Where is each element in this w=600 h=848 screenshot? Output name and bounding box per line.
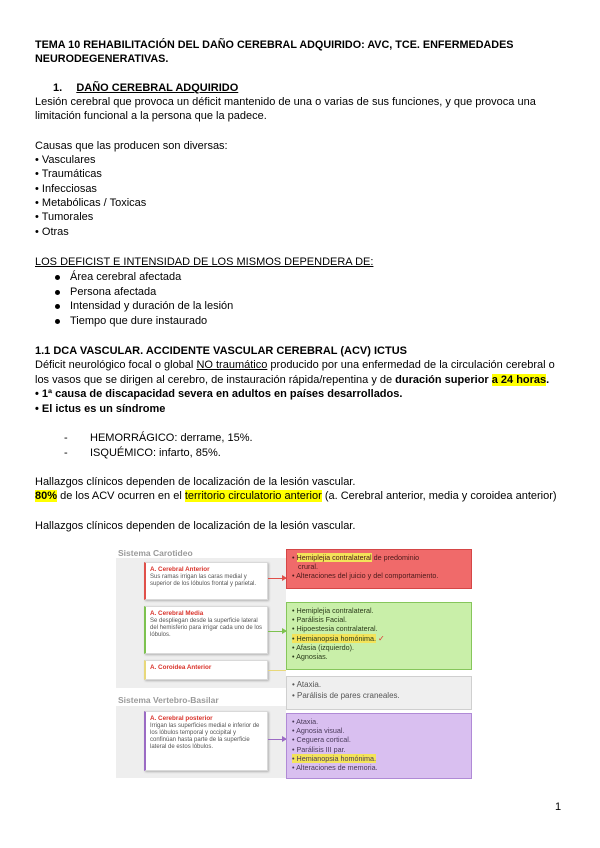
hallazgos-line: Hallazgos clínicos dependen de localización de la lesión vascular. (35, 476, 356, 488)
cause-item: • Tumorales (35, 211, 94, 223)
red-text: de predominio (371, 553, 420, 562)
acv-underlined: NO traumático (196, 359, 268, 371)
red-text: • Alteraciones del juicio y del comportamiento. (292, 571, 439, 581)
cause-item: • Traumáticas (35, 168, 102, 180)
red-findings-box (286, 549, 472, 589)
card-cerebral-media (144, 606, 268, 654)
card-cerebral-anterior (144, 562, 268, 600)
green-item: • Hipoestesia contralateral. (292, 624, 378, 634)
depends-item-text: Persona afectada (70, 286, 157, 298)
acv-line3: • 1ª causa de discapacidad severa en adultos en países desarrollados. (35, 388, 403, 400)
purple-item: • Parálisis III par. (292, 744, 346, 754)
acv80-line (35, 489, 557, 504)
section1-title: DAÑO CEREBRAL ADQUIRIDO (76, 82, 239, 94)
section11-heading: 1.1 DCA VASCULAR. ACCIDENTE VASCULAR CEREBRAL (ACV) ICTUS (35, 345, 407, 357)
card-title: A. Cerebral Anterior (150, 566, 210, 573)
definition-line2: limitación funcional a la persona que la padece. (35, 110, 267, 122)
acv-line4: • El ictus es un síndrome (35, 403, 166, 415)
gray-item: • Parálisis de pares craneales. (292, 690, 400, 700)
acv80-percent: 80% (35, 490, 58, 502)
card-text: Sus ramas irrigan las caras medial y superior de los lóbulos frontal y parietal. (150, 574, 257, 587)
section1-heading (53, 81, 238, 96)
acv-bold: . (546, 374, 550, 386)
arrow-yellow (268, 670, 286, 671)
purple-item: • Ceguera cortical. (292, 735, 351, 745)
dash-mark: - (64, 447, 68, 459)
type-text: ISQUÉMICO: infarto, 85%. (90, 447, 221, 459)
vertebro-title: Sistema Vertebro-Basilar (118, 695, 219, 705)
card-text: Se despliegan desde la superficie lateral del hemisferio para irrigar cada uno de los lóbulos. (150, 618, 263, 638)
doc-title-line2: NEURODEGENERATIVAS. (35, 53, 169, 65)
dash-mark: - (64, 432, 68, 444)
cause-item: • Otras (35, 226, 69, 238)
purple-item-highlight: • Hemianopsia homónima. (292, 753, 377, 763)
green-item-highlight: • Hemianopsia homónima. (292, 633, 377, 643)
bullet-dot-icon (55, 290, 60, 295)
acv-line1 (35, 358, 555, 373)
card-title: A. Cerebral posterior (150, 715, 213, 722)
type-item (64, 431, 253, 446)
red-text: crural. (298, 562, 318, 572)
doc-title-line1: TEMA 10 REHABILITACIÓN DEL DAÑO CEREBRAL ADQUIRIDO: AVC, TCE. ENFERMEDADES (35, 39, 514, 51)
gray-item: • Ataxia. (292, 680, 322, 689)
cause-item: • Vasculares (35, 154, 96, 166)
depends-item-text: Área cerebral afectada (70, 271, 182, 283)
carotid-title: Sistema Carotideo (118, 548, 193, 558)
depends-heading: LOS DEFICIST E INTENSIDAD DE LOS MISMOS DEPENDERA DE: (35, 256, 374, 268)
acv-text: producido por una enfermedad de la circulación cerebral o (267, 359, 555, 371)
type-text: HEMORRÁGICO: derrame, 15%. (90, 432, 253, 444)
purple-item: • Alteraciones de memoria. (292, 763, 378, 773)
purple-item: • Agnosia visual. (292, 726, 345, 736)
red-highlight: Hemiplejia contralateral (296, 553, 372, 562)
depends-item (55, 299, 233, 314)
gray-findings-box (286, 676, 472, 710)
green-item: • Agnosias. (292, 652, 328, 662)
section1-number: 1. (53, 82, 63, 94)
cause-item: • Metabólicas / Toxicas (35, 197, 147, 209)
acv80-territory: territorio circulatorio anterior (184, 490, 322, 502)
card-text: Irrigan las superficies medial e inferior de los lóbulos temporal y occipital y confinúan hasta parte de la superficie lateral de estos lóbulos. (150, 723, 260, 750)
bullet-dot-icon (55, 275, 60, 280)
green-findings-box (286, 602, 472, 670)
bullet: • (292, 553, 297, 562)
acv-highlight: a 24 horas (491, 374, 547, 386)
depends-item-text: Intensidad y duración de la lesión (70, 300, 234, 312)
card-title: A. Cerebral Media (150, 610, 204, 617)
check-mark-icon: ✓ (378, 633, 385, 643)
acv80-text: (a. Cerebral anterior, media y coroidea anterior) (321, 490, 557, 502)
depends-item (55, 314, 207, 329)
hallazgos-line: Hallazgos clínicos dependen de localización de la lesión vascular. (35, 520, 356, 532)
card-cerebral-posterior (144, 711, 268, 771)
bullet-dot-icon (55, 319, 60, 324)
acv-text: Déficit neurológico focal o global (35, 359, 197, 371)
depends-item (55, 270, 181, 285)
page-number: 1 (555, 801, 562, 813)
green-item: • Afasia (izquierdo). (292, 642, 355, 652)
type-item (64, 446, 221, 461)
purple-item: • Ataxia. (292, 717, 319, 726)
depends-item (55, 285, 156, 300)
card-title: A. Coroidea Anterior (150, 664, 212, 671)
depends-item-text: Tiempo que dure instaurado (70, 315, 208, 327)
causes-intro: Causas que las producen son diversas: (35, 140, 228, 152)
acv-text: los vasos que se dirigen al cerebro, de instauración rápida/repentina y de (35, 374, 396, 386)
card-coroidea-anterior (144, 660, 268, 680)
cause-item: • Infecciosas (35, 183, 97, 195)
acv-line2 (35, 373, 549, 388)
acv-bold: duración superior (395, 374, 492, 386)
purple-findings-box (286, 713, 472, 779)
definition-line1: Lesión cerebral que provoca un déficit mantenido de una o varias de sus funciones, y que provoca una (35, 96, 536, 108)
vascular-territories-figure (116, 543, 476, 785)
green-item: • Parálisis Facial. (292, 615, 347, 625)
green-item: • Hemiplejia contralateral. (292, 606, 374, 615)
acv80-text: de los ACV ocurren en el (57, 490, 185, 502)
bullet-dot-icon (55, 304, 60, 309)
